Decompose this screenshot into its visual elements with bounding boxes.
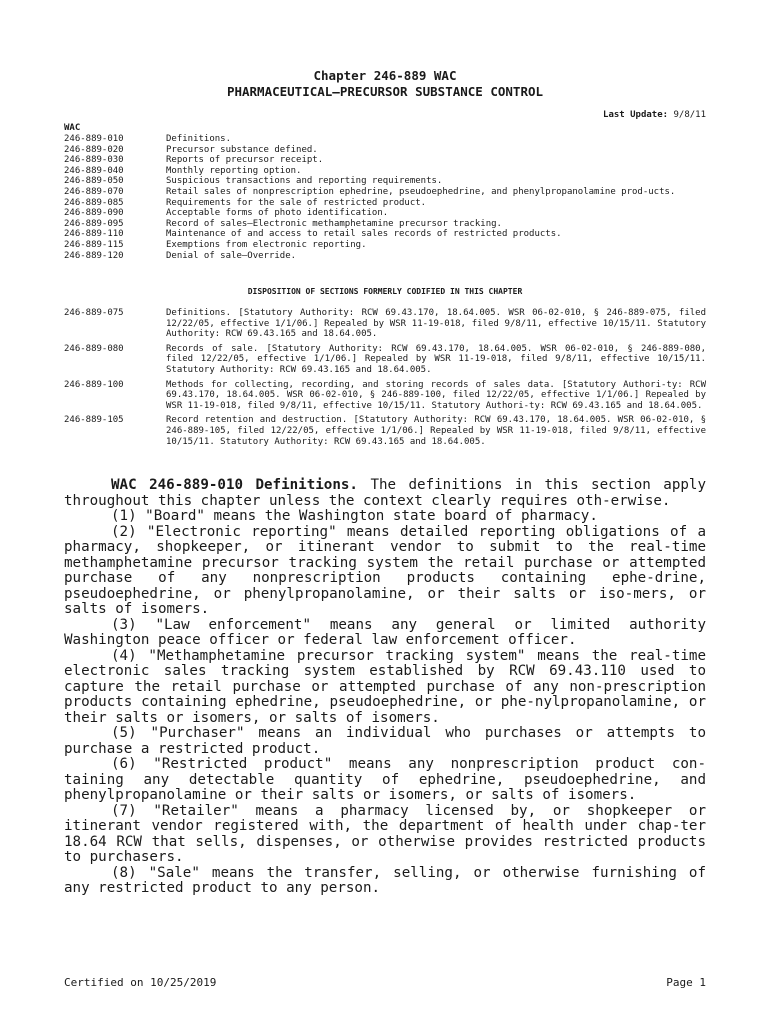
toc-entry-number: 246-889-070 (64, 186, 124, 197)
toc-entry (64, 176, 706, 187)
toc-entry (64, 198, 706, 209)
disposition-entry-number: 246-889-100 (64, 379, 124, 390)
toc-entry-number: 246-889-120 (64, 250, 124, 261)
last-update (603, 110, 706, 120)
toc-entry-number: 246-889-095 (64, 218, 124, 229)
chapter-number: Chapter 246-889 WAC (313, 68, 457, 83)
toc-entry-text: Exemptions from electronic reporting. (166, 239, 367, 250)
disposition-entry-text: Record retention and destruction. [Statutory Authority: RCW 69.43.170, 18.64.005. WSR 06-02-010, § 246-889-105, filed 12/22/05, effective 1/1/06.] Repealed by WSR 11-19-018, filed 9/8/11, effective 10/15/11. Statutory Authority: RCW 69.43.165 and 18.64.005. (166, 415, 706, 447)
toc-entry-text: Denial of sale—Override. (166, 250, 297, 261)
disposition-entry-text: Records of sale. [Statutory Authority: RCW 69.43.170, 18.64.005. WSR 06-02-010, § 246-889-080, filed 12/22/05, effective 1/1/06.] Repealed by WSR 11-19-018, filed 9/8/11, effective 10/15/11. Statutory Authority: RCW 69.43.165 and 18.64.005. (166, 343, 706, 375)
toc-entry-number: 246-889-090 (64, 208, 124, 219)
disposition-entry-number: 246-889-105 (64, 415, 124, 426)
toc-heading: WAC (64, 123, 81, 133)
toc-entry-number: 246-889-115 (64, 239, 124, 250)
toc-entry (64, 208, 706, 219)
toc-entry-number: 246-889-020 (64, 144, 124, 155)
toc-entry-number: 246-889-085 (64, 197, 124, 208)
toc-entry (64, 219, 706, 230)
toc-entry-text: Record of sales—Electronic methamphetamine precursor tracking. (166, 218, 502, 229)
disposition-entry-text: Methods for collecting, recording, and storing records of sales data. [Statutory Authori-ty: RCW 69.43.170, 18.64.005. WSR 06-02-010, § 246-889-100, filed 12/22/05, effective 1/1/06.] Repealed by WSR 11-19-018, filed 9/8/11, effective 10/15/11. Statutory Authori-ty: RCW 69.43.165 and 18.64.005. (166, 379, 706, 411)
toc-entry (64, 229, 706, 240)
section-body (64, 478, 706, 897)
toc-entry (64, 155, 706, 166)
definition-paragraph: (3) "Law enforcement" means any general or limited authority Washington peace officer or federal law enforcement officer. (64, 616, 706, 648)
definition-paragraph: (7) "Retailer" means a pharmacy licensed by, or shopkeeper or itinerant vendor registered with, the department of health under chap-ter 18.64 RCW that sells, dispenses, or otherwise provides restricted products to purchasers. (64, 802, 706, 865)
toc-entry-text: Definitions. (166, 134, 232, 144)
section-heading: WAC 246-889-010 Definitions. (111, 477, 358, 493)
toc-entry (64, 166, 706, 177)
toc-entry-text: Maintenance of and access to retail sales records of restricted products. (166, 229, 562, 240)
toc-entry-text: Reports of precursor receipt. (166, 155, 324, 166)
toc-entry-number: 246-889-040 (64, 165, 124, 176)
toc-entry-text: Suspicious transactions and reporting requirements. (166, 176, 443, 187)
disposition-entry-number: 246-889-075 (64, 308, 124, 318)
toc-entry-number: 246-889-030 (64, 155, 124, 166)
disposition-entry-text: Definitions. [Statutory Authority: RCW 69.43.170, 18.64.005. WSR 06-02-010, § 246-889-075, filed 12/22/05, effective 1/1/06.] Repealed by WSR 11-19-018, filed 9/8/11, effective 10/15/11. Statutory Authority: RCW 69.43.165 and 18.64.005. (166, 308, 706, 340)
page-number: Page 1 (666, 976, 706, 989)
toc-entry-text: Acceptable forms of photo identification. (166, 208, 389, 219)
last-update-label: Last Update: (603, 110, 669, 120)
section-intro (64, 478, 706, 509)
toc-entry-text: Requirements for the sale of restricted product. (166, 197, 427, 208)
chapter-title (64, 68, 706, 100)
toc-entry-number: 246-889-050 (64, 176, 124, 187)
table-of-contents (64, 134, 706, 261)
toc-entry-text: Monthly reporting option. (166, 165, 302, 176)
certified-date: Certified on 10/25/2019 (64, 976, 217, 989)
disposition-heading: DISPOSITION OF SECTIONS FORMERLY CODIFIED IN THIS CHAPTER (247, 287, 523, 296)
last-update-value: 9/8/11 (673, 110, 706, 120)
disposition-entry-number: 246-889-080 (64, 343, 124, 354)
definition-paragraph: (5) "Purchaser" means an individual who purchases or attempts to purchase a restricted product. (64, 725, 706, 757)
definition-paragraph: (8) "Sale" means the transfer, selling, or otherwise furnishing of any restricted product to any person. (64, 864, 706, 896)
toc-entry-text: Precursor substance defined. (166, 144, 318, 155)
toc-entry (64, 134, 706, 145)
disposition-entry (64, 415, 706, 447)
toc-entry (64, 251, 706, 262)
page-footer (64, 976, 706, 989)
toc-entry-text: Retail sales of nonprescription ephedrine, pseudoephedrine, and phenylpropanolamine prod-ucts. (166, 186, 676, 197)
definition-paragraph: (1) "Board" means the Washington state board of pharmacy. (111, 508, 598, 524)
disposition-entry (64, 380, 706, 412)
disposition-entry (64, 344, 706, 376)
toc-entry (64, 187, 706, 198)
definition-list (64, 509, 706, 897)
section-intro-text: The definitions in this section apply throughout this chapter unless the context clearly requires oth-erwise. (64, 477, 706, 509)
toc-entry-number: 246-889-110 (64, 229, 124, 240)
definition-paragraph: (6) "Restricted product" means any nonprescription product con-taining any detectable quantity of ephedrine, pseudoephedrine, and phenylpropanolamine or their salts or isomers, or salts of isomers. (64, 756, 706, 803)
definition-paragraph: (4) "Methamphetamine precursor tracking system" means the real-time electronic sales tracking system established by RCW 69.43.110 used to capture the retail purchase or attempted purchase of any non-prescription products containing ephedrine, pseudoephedrine, or phe-nylpropanolamine, or their salts or isomers, or salts of isomers. (64, 647, 706, 726)
disposition-list (64, 308, 706, 451)
toc-entry-number: 246-889-010 (64, 134, 124, 144)
chapter-subtitle: PHARMACEUTICAL—PRECURSOR SUBSTANCE CONTROL (226, 84, 544, 99)
disposition-entry (64, 308, 706, 340)
toc-entry (64, 145, 706, 156)
toc-entry (64, 240, 706, 251)
definition-paragraph: (2) "Electronic reporting" means detailed reporting obligations of a pharmacy, shopkeeper, or itinerant vendor to submit to the real-time methamphetamine precursor tracking system the retail purchase or attempted purchase of any nonprescription products containing ephe-drine, pseudoephedrine, or phenylpropanolamine, or their salts or iso-mers, or salts of isomers. (64, 523, 706, 617)
